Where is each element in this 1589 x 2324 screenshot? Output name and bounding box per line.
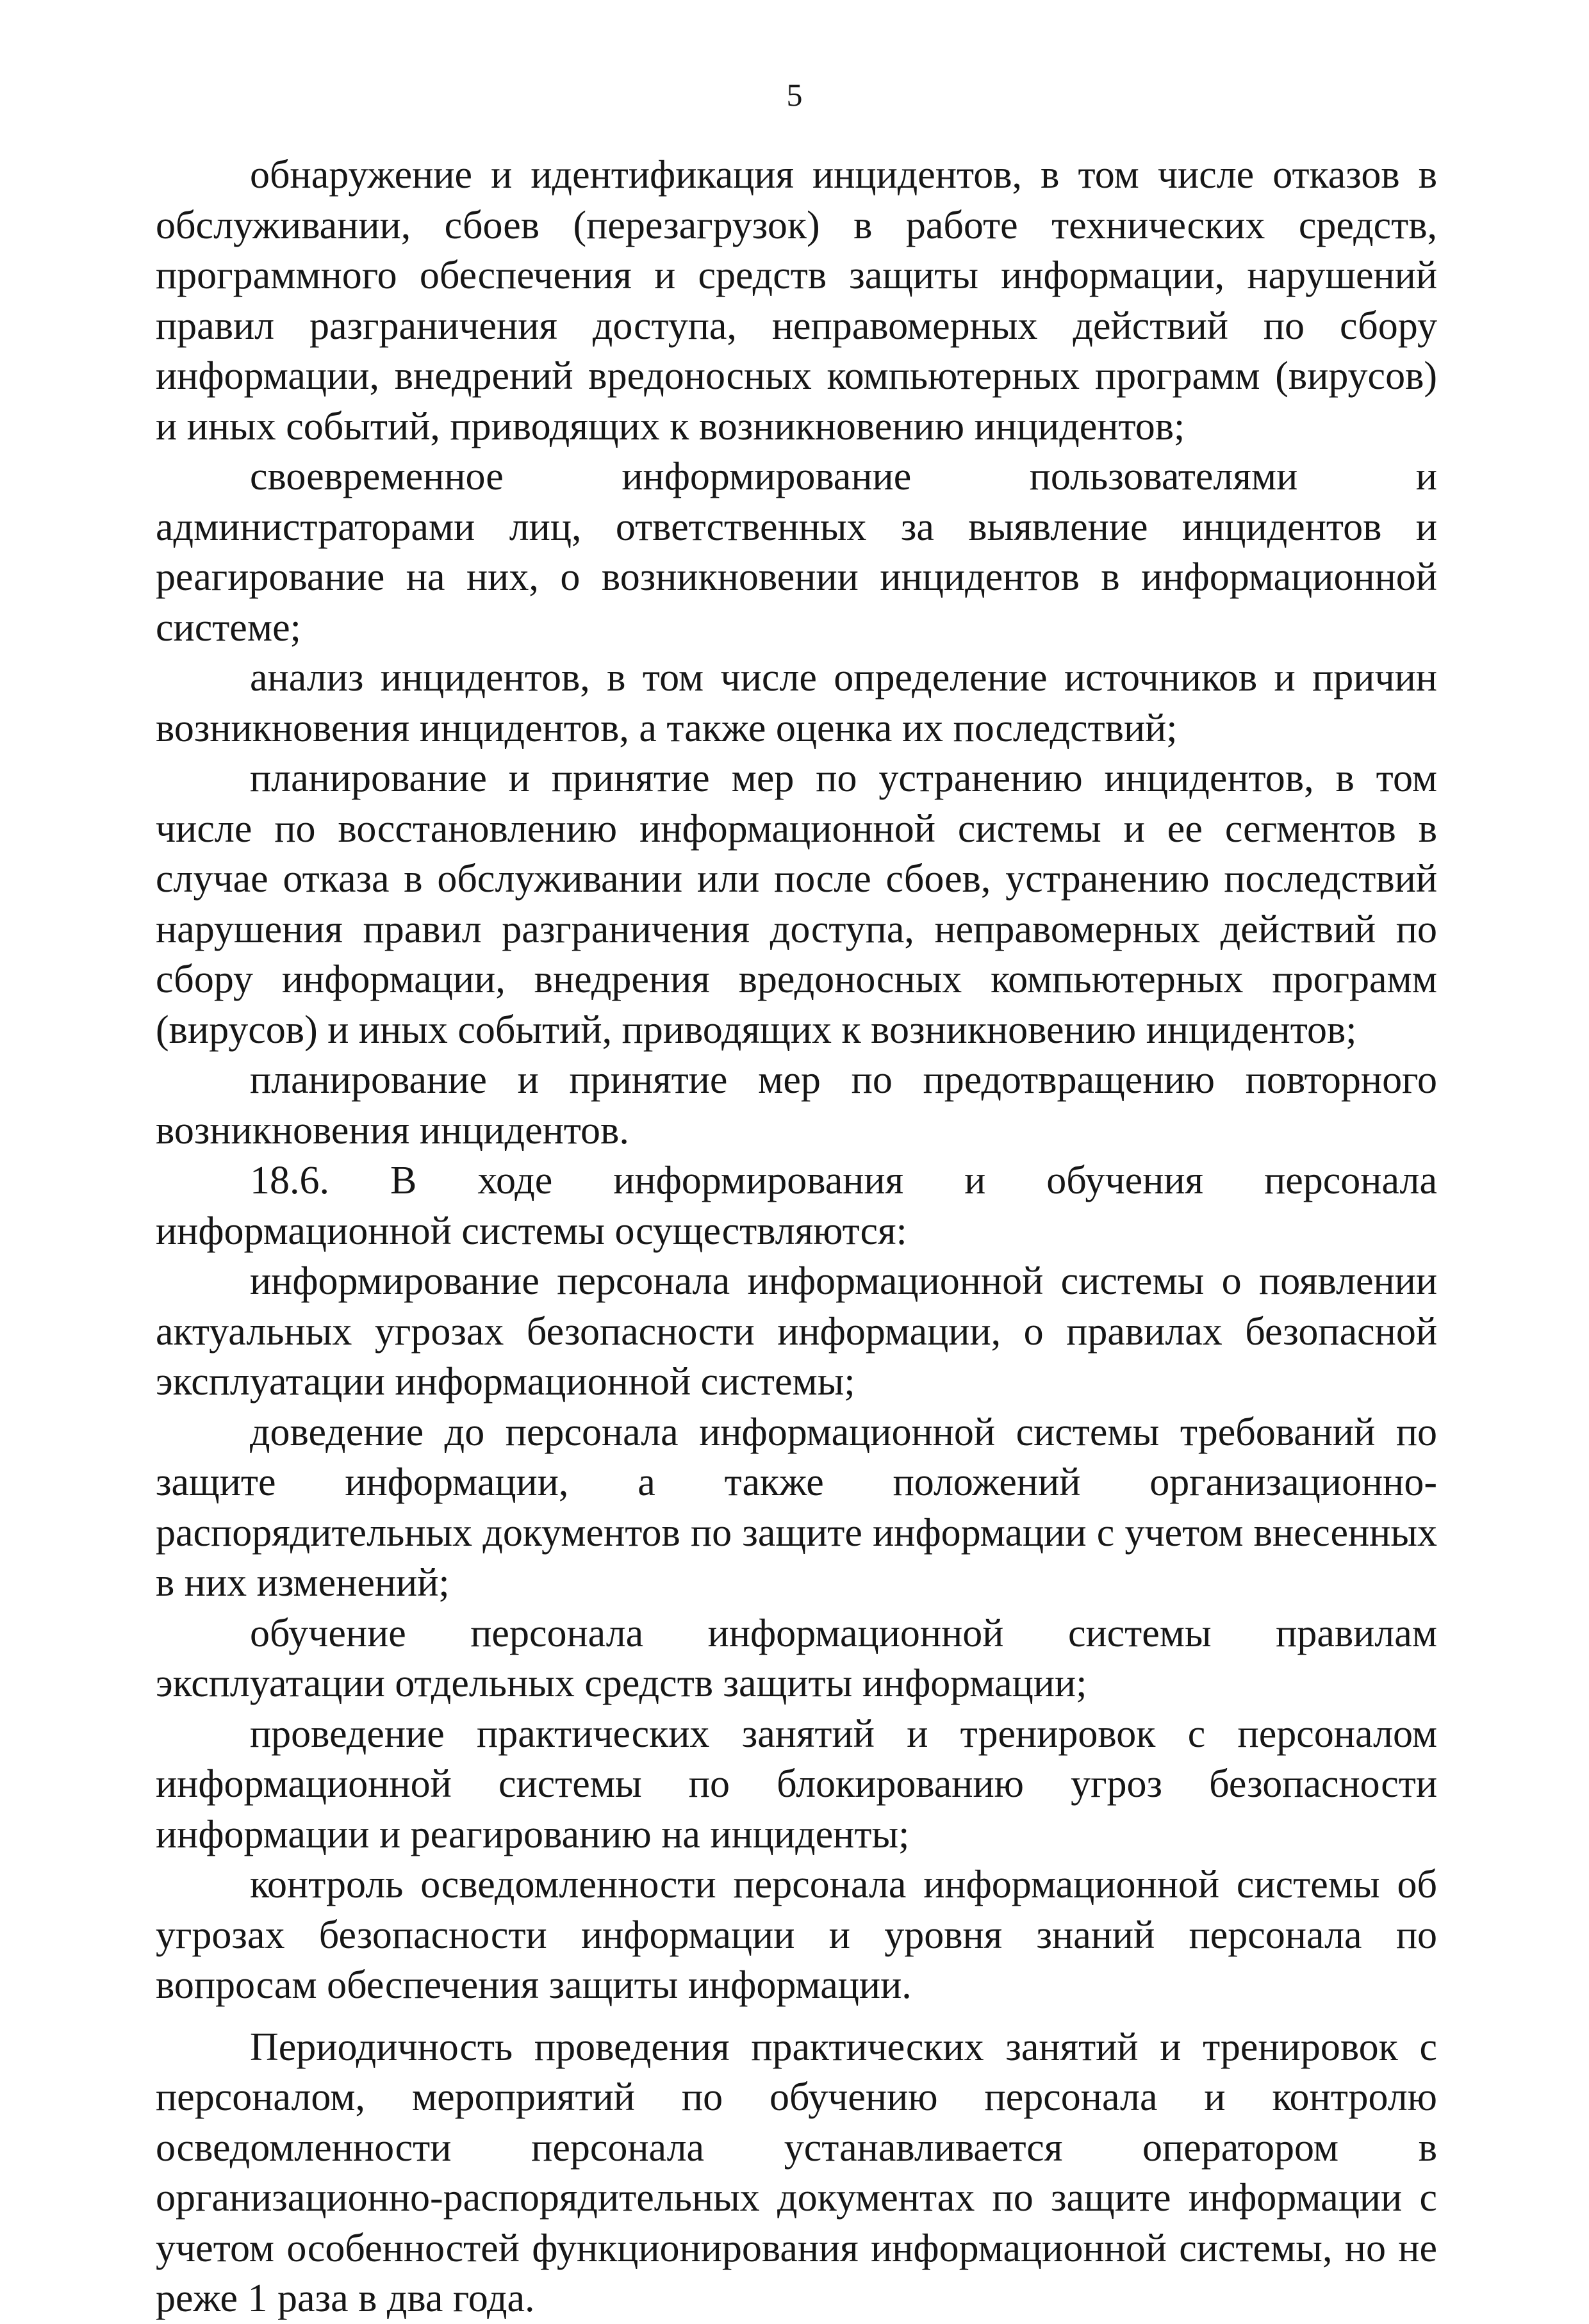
document-body: [156, 150, 1437, 2324]
paragraph-practical-exercises: проведение практических занятий и тренировок с персоналом информационной системы по блокированию угроз безопасности информации и реагированию на инциденты;: [156, 1712, 1437, 1856]
paragraph-elimination-planning: планирование и принятие мер по устранению инцидентов, в том числе по восстановлению информационной системы и ее сегментов в случае отказа в обслуживании или после сбоев, устранению последствий нарушения правил разграничения доступа, неправомерных действий по сбору информации, внедрения вредоносных компьютерных программ (вирусов) и иных событий, приводящих к возникновению инцидентов;: [156, 757, 1437, 1052]
paragraph-requirements-communication: доведение до персонала информационной системы требований по защите информации, а также положений организационно-распорядительных документов по защите информации с учетом внесенных в них изменений;: [156, 1410, 1437, 1605]
paragraph-periodicity: Периодичность проведения практических занятий и тренировок с персоналом, мероприятий по обучению персонала и контролю осведомленности персонала устанавливается оператором в организационно-распорядительных документах по защите информации с учетом особенностей функционирования информационной системы, но не реже 1 раза в два года.: [156, 2025, 1437, 2320]
page-number: 5: [786, 77, 803, 113]
paragraph-incident-detection: обнаружение и идентификация инцидентов, в том числе отказов в обслуживании, сбоев (перезагрузок) в работе технических средств, программного обеспечения и средств защиты информации, нарушений правил разграничения доступа, неправомерных действий по сбору информации, внедрений вредоносных компьютерных программ (вирусов) и иных событий, приводящих к возникновению инцидентов;: [156, 153, 1437, 448]
paragraph-staff-training: обучение персонала информационной системы правилам эксплуатации отдельных средств защиты информации;: [156, 1611, 1437, 1705]
paragraph-awareness-control: контроль осведомленности персонала информационной системы об угрозах безопасности информации и уровня знаний персонала по вопросам обеспечения защиты информации.: [156, 1863, 1437, 2007]
paragraph-prevention-planning: планирование и принятие мер по предотвращению повторного возникновения инцидентов.: [156, 1058, 1437, 1152]
paragraph-timely-notification: своевременное информирование пользователями и администраторами лиц, ответственных за выявление инцидентов и реагирование на них, о возникновении инцидентов в информационной системе;: [156, 455, 1437, 650]
paragraph-section-18-6: 18.6. В ходе информирования и обучения персонала информационной системы осуществляются:: [156, 1159, 1437, 1253]
paragraph-staff-informing: информирование персонала информационной системы о появлении актуальных угрозах безопасности информации, о правилах безопасной эксплуатации информационной системы;: [156, 1259, 1437, 1403]
paragraph-incident-analysis: анализ инцидентов, в том числе определение источников и причин возникновения инцидентов, а также оценка их последствий;: [156, 656, 1437, 750]
